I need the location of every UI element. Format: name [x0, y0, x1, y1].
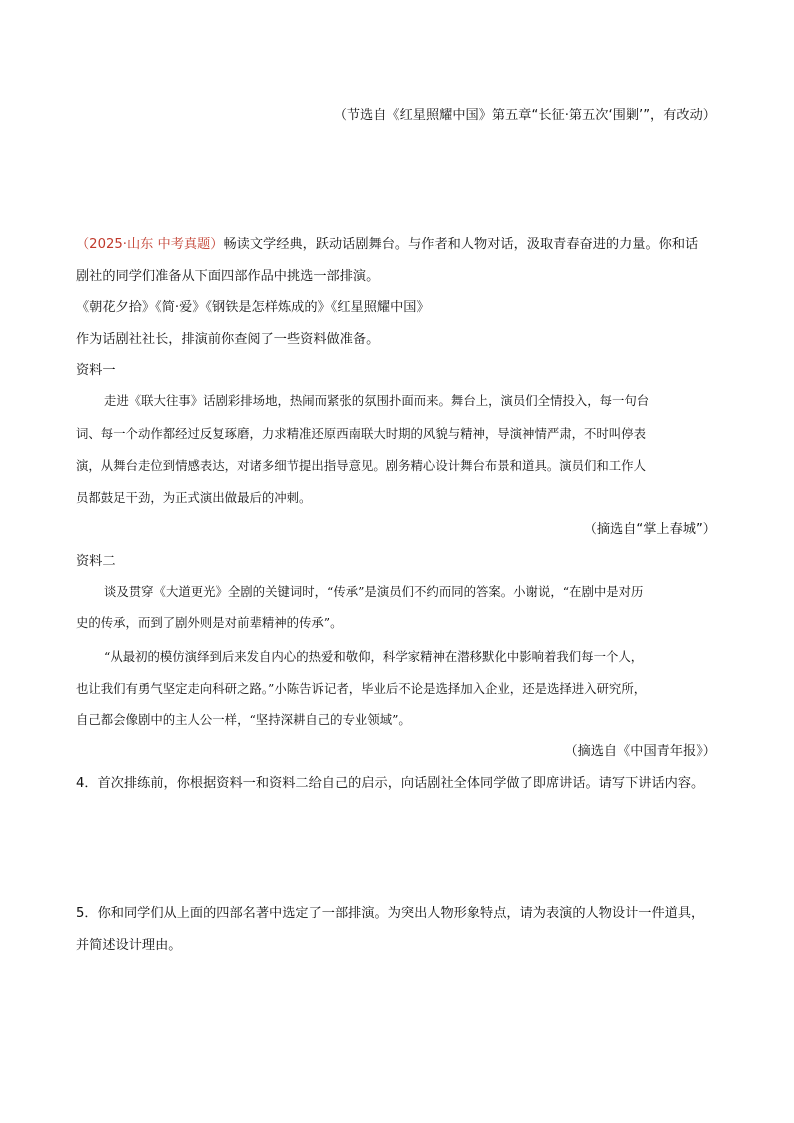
intro-line-2: 剧社的同学们准备从下面四部作品中挑选一部排演。 [76, 269, 380, 284]
exam-source-tag: （2025·山东 中考真题） [76, 237, 224, 252]
prep-line: 作为话剧社社长，排演前你查阅了一些资料做准备。 [76, 332, 380, 347]
material-2-label: 资料二 [76, 554, 116, 569]
header-source-note: （节选自《红星照耀中国》第五章“长征·第五次‘围剿’”，有改动） [333, 108, 716, 123]
intro-text: 畅读文学经典，跃动话剧舞台。与作者和人物对话，汲取青春奋进的力量。你和话 [223, 237, 699, 252]
intro-line-1 [76, 233, 698, 252]
material-1-line: 员都鼓足干劲，为正式演出做最后的冲刺。 [76, 490, 312, 505]
material-2-line: “从最初的模仿演绎到后来发自内心的热爱和敬仰，科学家精神在潜移默化中影响着我们每一个人， [104, 649, 644, 664]
material-1-line: 演，从舞台走位到情感表达，对诸多细节提出指导意见。剧务精心设计舞台布景和道具。演员们和工作人 [76, 458, 646, 473]
material-1-source: （摘选自“掌上春城”） [583, 522, 716, 537]
question-5-line-1: 5．你和同学们从上面的四部名著中选定了一部排演。为突出人物形象特点，请为表演的人物设计一件道具， [76, 906, 705, 921]
material-1-line: 走进《联大往事》话剧彩排场地，热闹而紧张的氛围扑面而来。舞台上，演员们全情投入，每一句台 [104, 393, 650, 408]
material-1-line: 词、每一个动作都经过反复琢磨，力求精准还原西南联大时期的风貌与精神，导演神情严肃，不时叫停表 [76, 426, 646, 441]
material-2-line: 史的传承，而到了剧外则是对前辈精神的传承”。 [76, 615, 343, 630]
material-2-source: （摘选自《中国青年报》） [564, 744, 716, 759]
question-5-line-2: 并简述设计理由。 [76, 938, 182, 953]
question-4: 4．首次排练前，你根据资料一和资料二给自己的启示，向话剧社全体同学做了即席讲话。请写下讲话内容。 [76, 776, 705, 791]
works-list: 《朝花夕拾》《简·爱》《钢铁是怎样炼成的》《红星照耀中国》 [76, 300, 430, 315]
material-1-label: 资料一 [76, 363, 116, 378]
material-2-line: 自己都会像剧中的主人公一样，“坚持深耕自己的专业领域”。 [76, 712, 411, 727]
material-2-line: 谈及贯穿《大道更光》全剧的关键词时，“传承”是演员们不约而同的答案。小谢说，“在剧中是对历 [104, 584, 644, 599]
material-2-line: 也让我们有勇气坚定走向科研之路。”小陈告诉记者，毕业后不论是选择加入企业，还是选择进入研究所， [76, 681, 647, 696]
